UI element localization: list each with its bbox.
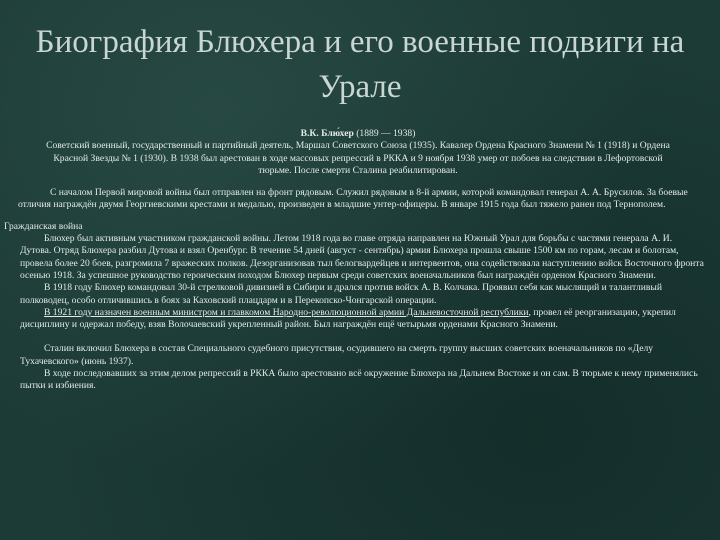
slide-title: Биография Блюхера и его военные подвиги на Урале: [35, 24, 685, 105]
intro-block: [44, 128, 672, 177]
civil-war-heading: Гражданская война: [4, 220, 83, 232]
repression-paragraph: В ходе последовавших за этим делом репрессий в РККА было арестовано всё окружение Блюхера на Дальнем Востоке и он сам. В тюрьме к нему применялись пытки и избиения.: [20, 368, 698, 392]
far-east-underlined-text: В 1921 году назначен военным министром и главкомом Народно-революционной армии Дальневосточной республики: [44, 306, 529, 318]
stalin-paragraph: Сталин включил Блюхера в состав Специального судебного присутствия, осудившего на смерть группу высших советских военачальников по «Делу Тухачевского» (июнь 1937).: [20, 343, 654, 367]
intro-text: Советский военный, государственный и партийный деятель, Маршал Советского Союза (1935). Кавалер Ордена Красного Знамени № 1 (1918) и Ордена Красной Звезды № 1 (1930). В 1938 был арестован в ходе массовых репрессий в РККА и 9 ноября 1938 умер от побоев на следствии в Лефортовской тюрьме. После смерти Сталина реабилитирован.: [46, 140, 670, 176]
slide-body: [4, 128, 712, 393]
far-east-rest-text: , провел её реорганизацию, укрепил дисциплину и одержал победу, взяв Волочаевский укрепленный район. Был награждён ещё четырьмя орденами Красного Знамени.: [20, 306, 676, 331]
civil-war-paragraph: Блюхер был активным участником гражданской войны. Летом 1918 года во главе отряда направлен на Южный Урал для борьбы с частями генерала А. И. Дутова. Отряд Блюхера разбил Дутова и взял Оренбург. В течение 54 дней (август - сентябрь) армия Блюхера прошла свыше 1500 км по горам, лесам и болотам, провела более 20 боев, разгромила 7 вражеских полков. Дезорганизовав тыл белогвардейцев и интервентов, она содействовала наступлению войск Восточного фронта осенью 1918. За успешное руководство героическим походом Блюхер первым среди советских военачальников был награждён орденом Красного Знамени.: [20, 233, 704, 281]
intro-name: В.К. Блю́хер: [300, 128, 354, 139]
ww1-paragraph: С началом Первой мировой войны был отправлен на фронт рядовым. Служил рядовым в 8-й армии, которой командовал генерал А. А. Брусилов. За боевые отличия награждён двумя Георгиевскими крестами и медалью, произведен в младшие унтер-офицеры. В январе 1915 года был тяжело ранен под Тернополем.: [18, 187, 688, 211]
far-east-paragraph: [20, 307, 704, 332]
intro-dates: (1889 — 1938): [353, 128, 416, 139]
intro-heading-line: [44, 128, 672, 140]
kolchak-paragraph: В 1918 году Блюхер командовал 30-й стрелковой дивизией в Сибири и дрался против войск А. В. Колчака. Проявил себя как мыслящий и талантливый полководец, особо отличившись в боях за Каховский плацдарм и в Перекопско-Чонгарской операции.: [20, 282, 662, 306]
